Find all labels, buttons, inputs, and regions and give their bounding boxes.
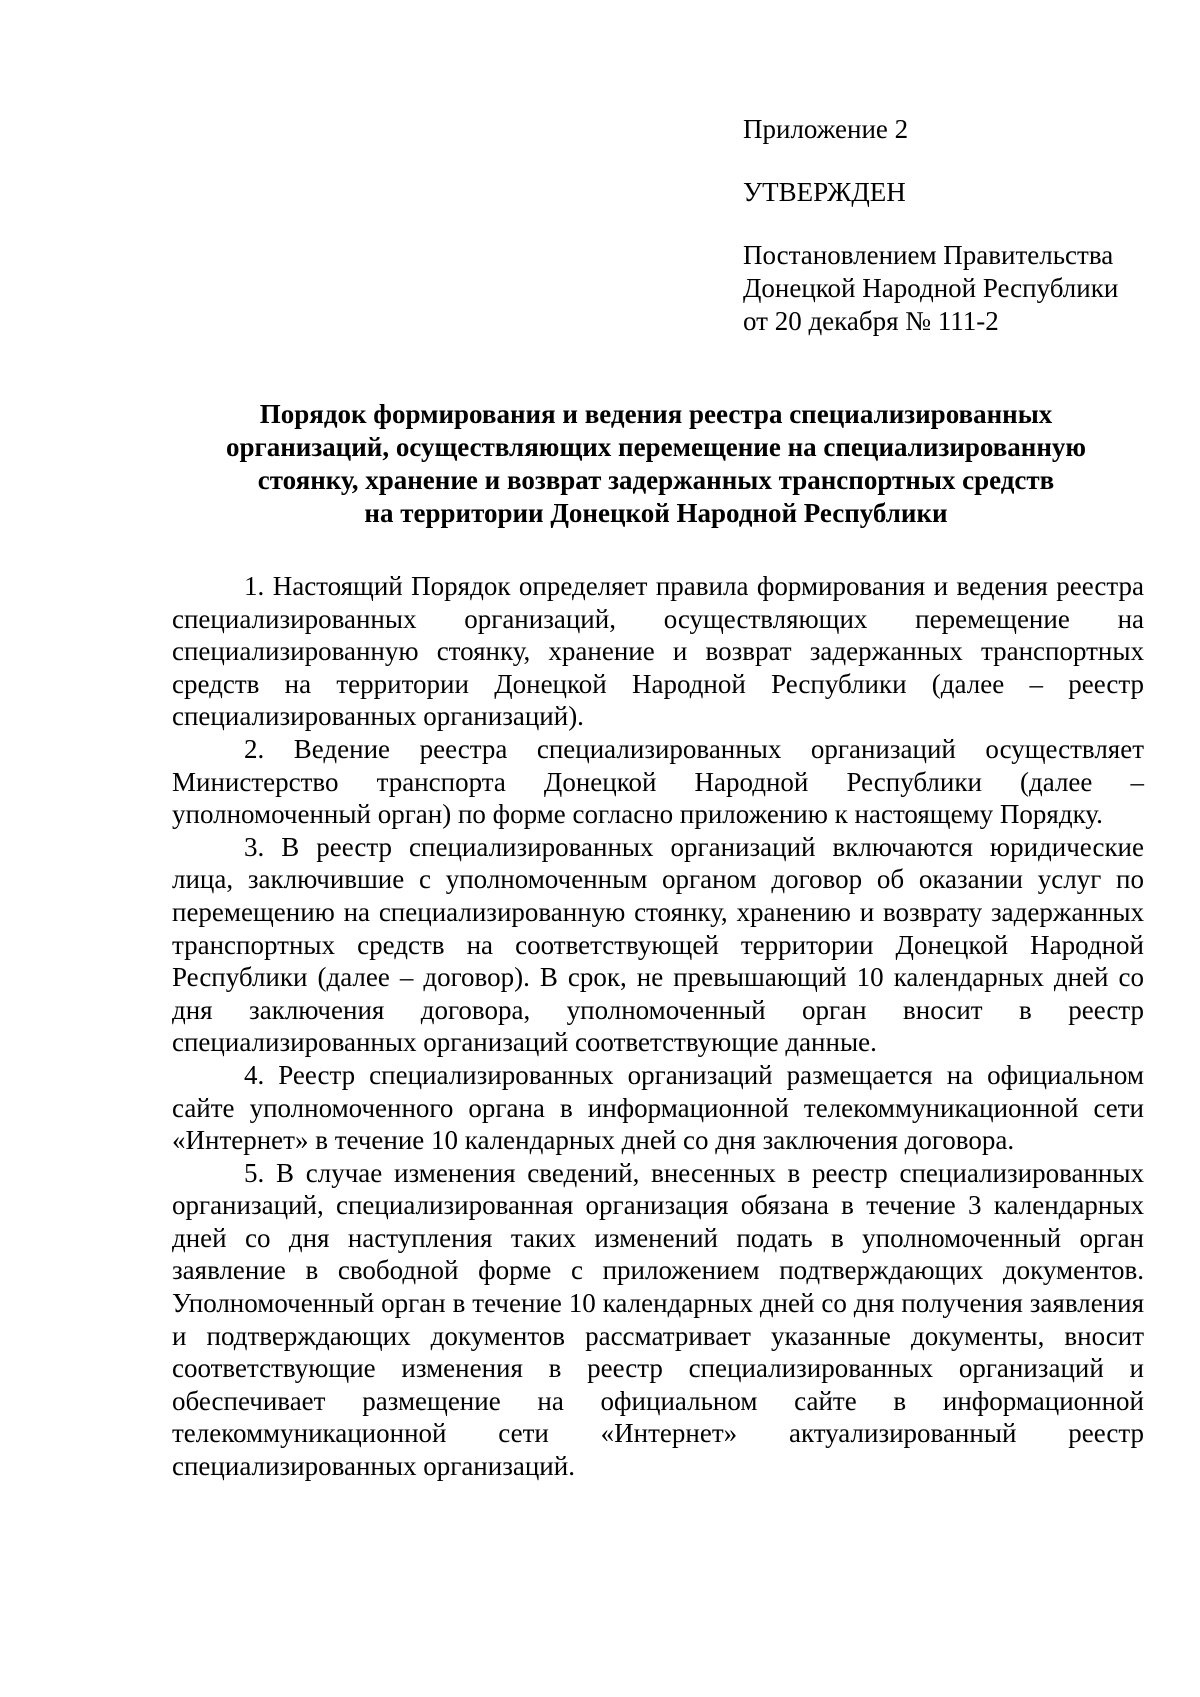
title-line-4: на территории Донецкой Народной Республики <box>364 498 948 528</box>
paragraph-5 <box>172 1157 1144 1483</box>
paragraph-number: 3. <box>244 831 265 862</box>
decree-line-1: Постановлением Правительства <box>743 240 1114 270</box>
paragraph-2 <box>172 733 1144 831</box>
paragraph-number: 4. <box>244 1059 265 1090</box>
approval-header <box>743 113 1163 338</box>
paragraph-4 <box>172 1059 1144 1157</box>
paragraph-1 <box>172 570 1144 733</box>
paragraph-text: В случае изменения сведений, внесенных в реестр специализированных организаций, специализированная организация обязана в течение 3 календарных дней со дня наступления таких изменений подать в уполномоченный орган заявление в свободной форме с приложением подтверждающих документов. Уполномоченный орган в течение 10 календарных дней со дня получения заявления и подтверждающих документов рассматривает указанные документы, вносит соответствующие изменения в реестр специализированных организаций и обеспечивает размещение на официальном сайте в информационной телекоммуникационной сети «Интернет» актуализированный реестр специализированных организаций. <box>172 1157 1144 1482</box>
title-line-1: Порядок формирования и ведения реестра специализированных <box>259 399 1053 429</box>
title-line-3: стоянку, хранение и возврат задержанных транспортных средств <box>257 465 1055 495</box>
paragraph-text: Ведение реестра специализированных организаций осуществляет Министерство транспорта Донецкой Народной Республики (далее – уполномоченный орган) по форме согласно приложению к настоящему Порядку. <box>172 733 1144 830</box>
paragraph-text: В реестр специализированных организаций включаются юридические лица, заключившие с уполномоченным органом договор об оказании услуг по перемещению на специализированную стоянку, хранению и возврату задержанных транспортных средств на соответствующей территории Донецкой Народной Республики (далее – договор). В срок, не превышающий 10 календарных дней со дня заключения договора, уполномоченный орган вносит в реестр специализированных организаций соответствующие данные. <box>172 831 1144 1058</box>
paragraph-text: Реестр специализированных организаций размещается на официальном сайте уполномоченного органа в информационной телекоммуникационной сети «Интернет» в течение 10 календарных дней со дня заключения договора. <box>172 1059 1144 1156</box>
paragraph-number: 1. <box>244 571 265 601</box>
paragraph-3 <box>172 831 1144 1059</box>
decree-line-2: Донецкой Народной Республики <box>743 273 1119 303</box>
paragraph-number: 2. <box>244 733 265 764</box>
approved-label: УТВЕРЖДЕН <box>743 177 906 207</box>
paragraph-text: Настоящий Порядок определяет правила формирования и ведения реестра специализированных организаций, осуществляющих перемещение на специализированную стоянку, хранение и возврат задержанных транспортных средств на территории Донецкой Народной Республики (далее – реестр специализированных организаций). <box>172 571 1145 732</box>
appendix-label: Приложение 2 <box>743 114 909 144</box>
document-title <box>170 398 1142 530</box>
document-body <box>172 570 1144 1483</box>
title-line-2: организаций, осуществляющих перемещение на специализированную <box>225 432 1087 462</box>
paragraph-number: 5. <box>244 1157 265 1188</box>
decree-line-3: от 20 декабря № 111-2 <box>743 306 999 336</box>
